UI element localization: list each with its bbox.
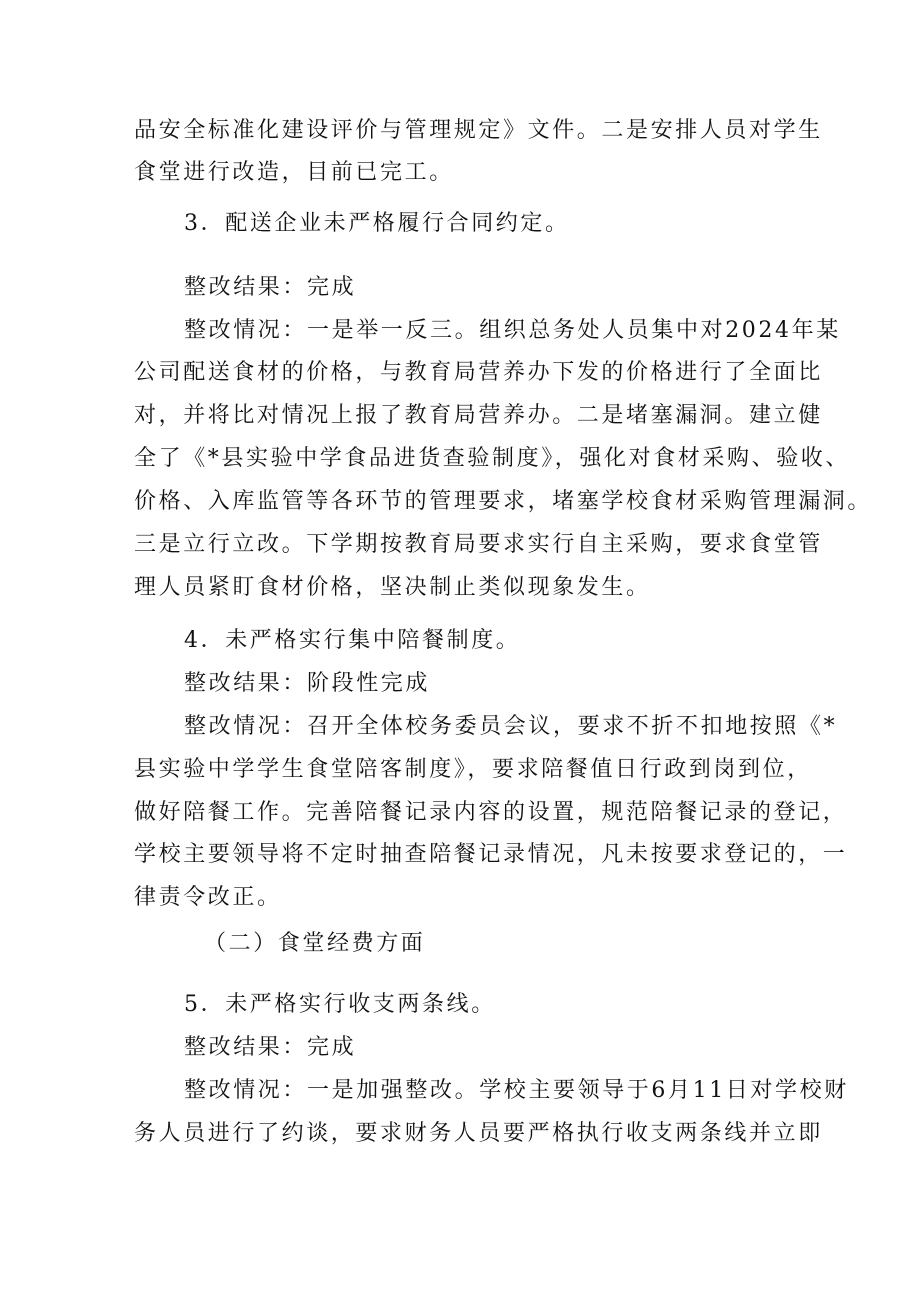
paragraph-line: 整改情况：一是举一反三。组织总务处人员集中对2024年某 xyxy=(184,318,841,343)
paragraph-line: 做好陪餐工作。完善陪餐记录内容的设置，规范陪餐记录的登记， xyxy=(134,800,848,825)
subsection-heading: （二）食堂经费方面 xyxy=(204,931,426,956)
paragraph-line: 整改情况：召开全体校务委员会议，要求不折不扣地按照《* xyxy=(184,714,838,739)
paragraph-line: 三是立行立改。下学期按教育局要求实行自主采购，要求食堂管 xyxy=(134,532,823,557)
paragraph-line: 价格、入库监管等各环节的管理要求，堵塞学校食材采购管理漏洞。 xyxy=(134,489,873,514)
paragraph-line: 县实验中学学生食堂陪客制度》，要求陪餐值日行政到岗到位， xyxy=(134,757,812,782)
section-heading: 5．未严格实行收支两条线。 xyxy=(184,992,496,1017)
result-label: 整改结果：阶段性完成 xyxy=(184,671,431,696)
result-label: 整改结果：完成 xyxy=(184,1035,357,1060)
result-label: 整改结果：完成 xyxy=(184,275,357,300)
paragraph-line: 品安全标准化建设评价与管理规定》文件。二是安排人员对学生 xyxy=(134,118,823,143)
paragraph-line: 食堂进行改造，目前已完工。 xyxy=(134,160,454,185)
paragraph-line: 学校主要领导将不定时抽查陪餐记录情况，凡未按要求登记的，一 xyxy=(134,842,848,867)
paragraph-line: 律责令改正。 xyxy=(134,885,282,910)
paragraph-line: 全了《*县实验中学食品进货查验制度》，强化对食材采购、验收、 xyxy=(134,446,851,471)
paragraph-line: 务人员进行了约谈，要求财务人员要严格执行收支两条线并立即 xyxy=(134,1121,823,1146)
paragraph-line: 公司配送食材的价格，与教育局营养办下发的价格进行了全面比 xyxy=(134,360,823,385)
paragraph-line: 对，并将比对情况上报了教育局营养办。二是堵塞漏洞。建立健 xyxy=(134,403,823,428)
section-heading: 4．未严格实行集中陪餐制度。 xyxy=(184,628,521,653)
paragraph-line: 整改情况：一是加强整改。学校主要领导于6月11日对学校财 xyxy=(184,1078,849,1103)
paragraph-line: 理人员紧盯食材价格，坚决制止类似现象发生。 xyxy=(134,575,651,600)
section-heading: 3．配送企业未严格履行合同约定。 xyxy=(184,211,570,236)
